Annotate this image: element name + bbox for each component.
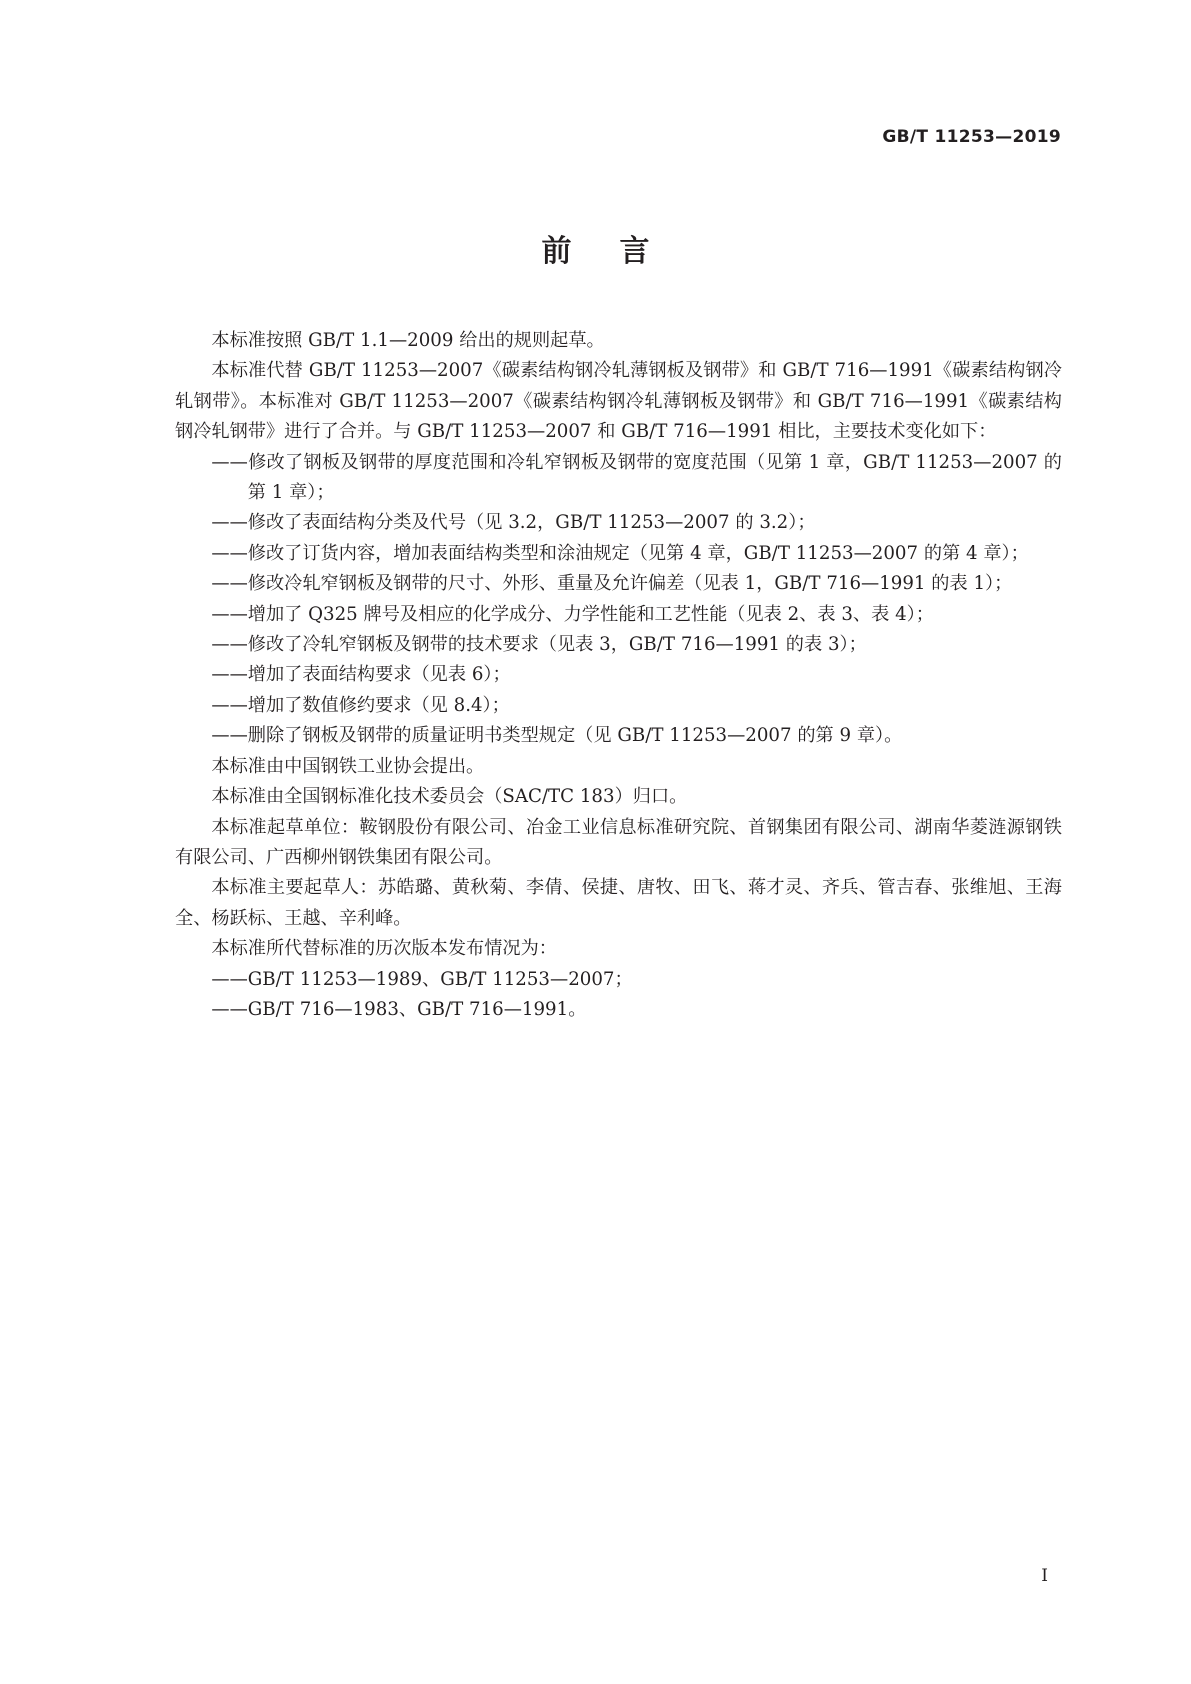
- list-item: ——增加了 Q325 牌号及相应的化学成分、力学性能和工艺性能（见表 2、表 3、表 4）；: [211, 603, 934, 625]
- list-item: ——增加了表面结构要求（见表 6）；: [211, 664, 511, 686]
- list-item: ——增加了数值修约要求（见 8.4）；: [211, 694, 510, 716]
- paragraph: ——GB/T 11253—1989、GB/T 11253—2007；: [211, 968, 633, 990]
- paragraph: 本标准所代替标准的历次版本发布情况为：: [211, 938, 557, 960]
- standard-code: GB/T 11253—2019: [882, 127, 1061, 147]
- paragraph: 本标准由全国钢标准化技术委员会（SAC/TC 183）归口。: [211, 786, 688, 808]
- paragraph: 本标准代替 GB/T 11253—2007《碳素结构钢冷轧薄钢板及钢带》和 GB/T 716—1991《碳素结构钢冷轧钢带》。本标准对 GB/T 11253—2007《碳素结构钢冷轧薄钢板及钢带》和 GB/T 716—1991《碳素结构钢冷轧钢带》进行了合并。与 GB/T 11253—2007 和 GB/T 716—1991 相比，主要技术变化如下：: [175, 360, 1062, 443]
- paragraph: ——GB/T 716—1983、GB/T 716—1991。: [211, 998, 587, 1020]
- list-item: ——删除了钢板及钢带的质量证明书类型规定（见 GB/T 11253—2007 的第 9 章）。: [211, 725, 903, 747]
- page-number: I: [1041, 1566, 1048, 1586]
- paragraph: 本标准按照 GB/T 1.1—2009 给出的规则起草。: [211, 330, 605, 351]
- list-item: ——修改了订货内容，增加表面结构类型和涂油规定（见第 4 章，GB/T 11253—2007 的第 4 章）；: [211, 542, 1029, 564]
- paragraph: 本标准由中国钢铁工业协会提出。: [211, 755, 485, 777]
- list-item: ——修改了冷轧窄钢板及钢带的技术要求（见表 3，GB/T 716—1991 的表 3）；: [211, 634, 867, 656]
- foreword-body: [175, 326, 1062, 1025]
- list-item: ——修改了钢板及钢带的厚度范围和冷轧窄钢板及钢带的宽度范围（见第 1 章，GB/T 11253—2007 的第 1 章）；: [211, 451, 1062, 504]
- paragraph: 本标准主要起草人：苏皓璐、黄秋菊、李倩、侯捷、唐牧、田飞、蒋才灵、齐兵、管吉春、张维旭、王海全、杨跃标、王越、辛利峰。: [175, 877, 1062, 929]
- list-item: ——修改冷轧窄钢板及钢带的尺寸、外形、重量及允许偏差（见表 1，GB/T 716—1991 的表 1）；: [211, 573, 1013, 595]
- paragraph: 本标准起草单位：鞍钢股份有限公司、冶金工业信息标准研究院、首钢集团有限公司、湖南华菱涟源钢铁有限公司、广西柳州钢铁集团有限公司。: [175, 816, 1062, 868]
- list-item: ——修改了表面结构分类及代号（见 3.2，GB/T 11253—2007 的 3.2）；: [211, 512, 816, 534]
- page-title: 前言: [541, 234, 698, 269]
